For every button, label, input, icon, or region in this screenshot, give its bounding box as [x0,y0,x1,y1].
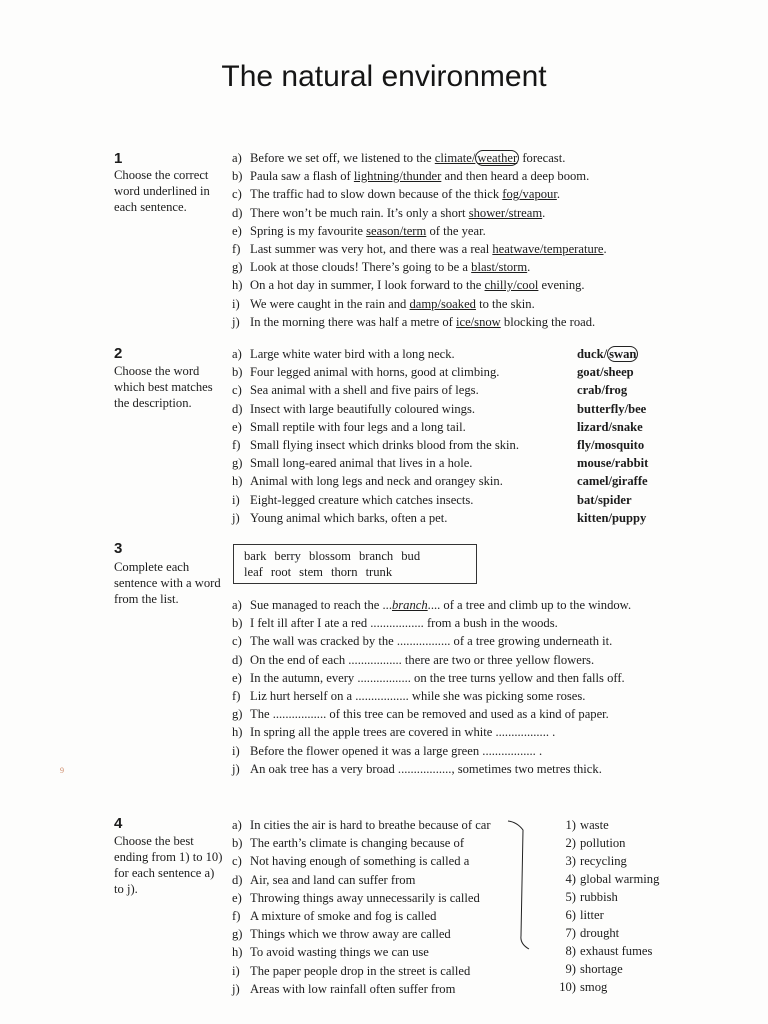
question-text: The ................. of this tree can be removed and used as a kind of paper. [250,707,609,722]
question-text: blocking the road. [500,314,596,329]
word-list-item: root [270,565,292,579]
word-list-item: leaf [244,565,263,579]
question-text: and then heard a deep boom. [441,169,590,184]
question-item [232,345,519,363]
ending-text: smog [580,980,608,994]
ending-number: 7) [565,926,576,940]
question-text: Throwing things away unnecessarily is called [250,890,480,905]
question-text: Not having enough of something is called a [250,854,470,869]
margin-mark: 9 [60,766,64,775]
handwritten-answer: branch [391,598,428,612]
word-list-item: thorn [330,565,358,579]
answer-choice [577,436,648,454]
question-label: i) [232,492,240,507]
question-label: e) [232,890,242,905]
question-item [232,240,607,258]
question-text: Insect with large beautifully coloured wings. [250,401,475,416]
question-text: .... of a tree and climb up to the window. [427,598,632,612]
ending-text: waste [580,818,609,832]
answer-option: mouse/rabbit [577,456,649,471]
question-text: . [556,187,560,202]
answer-option: bat/spider [577,492,632,507]
section-2-instruction: Choose the word which best matches the description. [114,364,213,410]
answer-option: duck/ [577,347,608,361]
question-item [232,454,519,472]
question-label: i) [232,296,240,311]
section-4-number: 4 [114,815,123,832]
question-label: c) [232,634,242,649]
ending-number: 4) [565,872,576,886]
ending-option [552,888,659,906]
word-list-item: bark [244,549,267,563]
section-2-number: 2 [114,345,123,362]
question-text: A mixture of smoke and fog is called [250,908,437,923]
answer-choice [577,491,648,509]
ending-number: 1) [565,818,576,832]
answer-option: camel/giraffe [577,474,648,489]
question-label: j) [232,314,240,329]
question-label: e) [232,419,242,434]
question-text: Animal with long legs and neck and orangey skin. [250,474,503,489]
question-label: d) [232,872,243,887]
question-text: Sea animal with a shell and five pairs of legs. [250,383,479,398]
word-list-row-2 [244,564,476,580]
question-label: a) [232,818,242,832]
question-item [232,742,631,760]
question-item [232,907,491,925]
question-text: The traffic had to slow down because of the thick [250,187,503,202]
answer-option: fly/mosquito [577,437,645,452]
answer-choice [577,363,648,381]
question-label: e) [232,223,242,238]
section-4-options [552,816,659,996]
ending-option [552,978,659,996]
question-text: . [542,205,546,220]
ending-number: 5) [565,890,576,904]
ending-option [552,924,659,942]
question-label: g) [232,927,243,942]
answer-choice [577,400,648,418]
question-text: In spring all the apple trees are covered in white ................. . [250,725,556,740]
question-item [232,258,607,276]
section-1-instruction: Choose the correct word underlined in each sentence. [114,168,210,214]
question-item [232,980,491,998]
question-label: c) [232,854,242,869]
question-item [232,687,631,705]
answer-choice [577,454,648,472]
question-text: to the skin. [475,296,535,311]
question-item [232,943,491,961]
question-text: Four legged animal with horns, good at climbing. [250,365,500,380]
underlined-choice: chilly/cool [484,278,539,293]
answer-option: lizard/snake [577,419,643,434]
question-text: In the morning there was half a metre of [250,314,456,329]
ending-option [552,906,659,924]
question-text: Small long-eared animal that lives in a hole. [250,456,473,471]
underlined-choice: heatwave/temperature [492,241,604,256]
word-list-row-1 [244,548,476,564]
question-text: evening. [538,278,585,293]
question-label: d) [232,652,243,667]
section-3-instruction: Complete each sentence with a word from the list. [114,560,221,606]
question-label: a) [232,347,242,361]
section-3-list [232,596,631,778]
answer-choice [577,418,648,436]
question-item [232,295,607,313]
question-label: d) [232,205,243,220]
question-item [232,632,631,650]
question-label: j) [232,761,240,776]
question-text: Eight-legged creature which catches insects. [250,492,474,507]
question-text: We were caught in the rain and [250,296,410,311]
question-text: Air, sea and land can suffer from [250,872,416,887]
ending-text: litter [580,908,604,922]
question-text: Liz hurt herself on a ................. while she was picking some roses. [250,688,586,703]
ending-text: pollution [580,836,626,850]
question-item [232,400,519,418]
question-label: h) [232,278,243,293]
question-text: Last summer was very hot, and there was a real [250,241,493,256]
ending-option [552,870,659,888]
ending-text: recycling [580,854,627,868]
question-text: forecast. [519,151,566,165]
ending-number: 9) [565,962,576,976]
word-list-item: trunk [365,565,393,579]
section-1-number: 1 [114,150,123,167]
question-text: Areas with low rainfall often suffer from [250,981,456,996]
question-label: h) [232,725,243,740]
question-item [232,596,631,614]
circled-answer: weather [477,151,518,165]
question-label: c) [232,187,242,202]
question-item [232,871,491,889]
section-1-list [232,149,607,331]
answer-choice [577,472,648,490]
question-label: f) [232,241,241,256]
question-text: Before we set off, we listened to the [250,151,435,165]
answer-option: crab/frog [577,383,628,398]
question-text: Look at those clouds! There’s going to be a [250,260,472,275]
section-4-instruction: Choose the best ending from 1) to 10) for each sentence a) to j). [114,834,223,896]
question-text: The earth’s climate is changing because of [250,836,465,851]
question-text: An oak tree has a very broad ................., sometimes two metres thick. [250,761,602,776]
question-item [232,149,607,167]
question-label: e) [232,670,242,685]
question-item [232,852,491,870]
word-list-item: berry [274,549,301,563]
question-text: . [603,241,607,256]
ending-text: rubbish [580,890,618,904]
question-text: Small reptile with four legs and a long tail. [250,419,466,434]
question-label: b) [232,836,243,851]
question-label: d) [232,401,243,416]
question-item [232,962,491,980]
question-item [232,651,631,669]
question-text: To avoid wasting things we can use [250,945,429,960]
question-label: c) [232,383,242,398]
word-list-item: stem [299,565,323,579]
ending-text: exhaust fumes [580,944,653,958]
underlined-choice: season/term [366,223,427,238]
answer-choice [577,345,648,363]
question-text: Large white water bird with a long neck. [250,347,455,361]
question-text: On a hot day in summer, I look forward to the [250,278,485,293]
underlined-choice: fog/vapour [502,187,557,202]
question-text: Spring is my favourite [250,223,367,238]
question-item [232,669,631,687]
section-4-list [232,816,491,998]
question-item [232,313,607,331]
question-item [232,472,519,490]
question-text: Paula saw a flash of [250,169,354,184]
question-label: h) [232,474,243,489]
question-label: a) [232,151,242,165]
question-text: The wall was cracked by the ................. of a tree growing underneath it. [250,634,613,649]
question-item [232,705,631,723]
ending-number: 6) [565,908,576,922]
question-text: There won’t be much rain. It’s only a short [250,205,469,220]
ending-number: 2) [565,836,576,850]
question-label: j) [232,510,240,525]
question-text: Small flying insect which drinks blood from the skin. [250,437,519,452]
question-label: h) [232,945,243,960]
ending-option [552,852,659,870]
ending-text: global warming [580,872,660,886]
underlined-choice: lightning/thunder [353,169,442,184]
ending-option [552,834,659,852]
question-label: f) [232,908,241,923]
underlined-choice: ice/snow [455,314,501,329]
underlined-choice: climate/ [434,151,476,165]
question-label: i) [232,743,240,758]
answer-option: butterfly/bee [577,401,647,416]
section-3-number: 3 [114,540,123,557]
ending-number: 8) [565,944,576,958]
question-item [232,834,491,852]
question-item [232,436,519,454]
question-label: f) [232,437,241,452]
question-item [232,363,519,381]
question-item [232,816,491,834]
question-item [232,491,519,509]
question-text: On the end of each ................. there are two or three yellow flowers. [250,652,595,667]
question-item [232,760,631,778]
section-2-list [232,345,519,527]
word-list-item: blossom [308,549,351,563]
question-item [232,509,519,527]
question-item [232,222,607,240]
answer-choice [577,509,648,527]
underlined-choice: blast/storm [471,260,528,275]
question-text: The paper people drop in the street is called [250,963,471,978]
question-label: b) [232,365,243,380]
question-item [232,925,491,943]
word-list-box [233,544,477,584]
question-label: f) [232,688,241,703]
question-item [232,723,631,741]
question-item [232,889,491,907]
ending-text: drought [580,926,620,940]
underlined-choice: damp/soaked [409,296,476,311]
answer-option: kitten/puppy [577,510,647,525]
ending-option [552,960,659,978]
answer-choice [577,381,648,399]
question-item [232,167,607,185]
question-label: b) [232,169,243,184]
ending-option [552,816,659,834]
ending-number: 10) [559,980,576,994]
question-item [232,614,631,632]
question-label: j) [232,981,240,996]
section-2-answers [577,345,648,527]
question-text: I felt ill after I ate a red ................. from a bush in the woods. [250,616,558,631]
question-text: . [527,260,531,275]
question-text: Young animal which barks, often a pet. [250,510,448,525]
ending-number: 3) [565,854,576,868]
question-text: Things which we throw away are called [250,927,451,942]
question-item [232,185,607,203]
question-text: Sue managed to reach the ... [250,598,392,612]
question-label: a) [232,598,242,612]
question-item [232,276,607,294]
answer-option: goat/sheep [577,365,634,380]
question-label: b) [232,616,243,631]
question-text: of the year. [426,223,486,238]
question-label: g) [232,456,243,471]
word-list-item: branch [358,549,394,563]
question-label: g) [232,707,243,722]
underlined-choice: shower/stream [468,205,543,220]
question-label: g) [232,260,243,275]
ending-option [552,942,659,960]
question-item [232,204,607,222]
question-text: In cities the air is hard to breathe because of car [250,818,491,832]
question-item [232,381,519,399]
word-list-item: bud [401,549,421,563]
question-text: In the autumn, every ................. on the tree turns yellow and then falls off. [250,670,625,685]
page-title: The natural environment [221,60,547,93]
question-text: Before the flower opened it was a large green ................. . [250,743,543,758]
ending-text: shortage [580,962,623,976]
circled-answer: swan [609,347,637,361]
matching-bracket-line [505,818,531,958]
question-label: i) [232,963,240,978]
question-item [232,418,519,436]
